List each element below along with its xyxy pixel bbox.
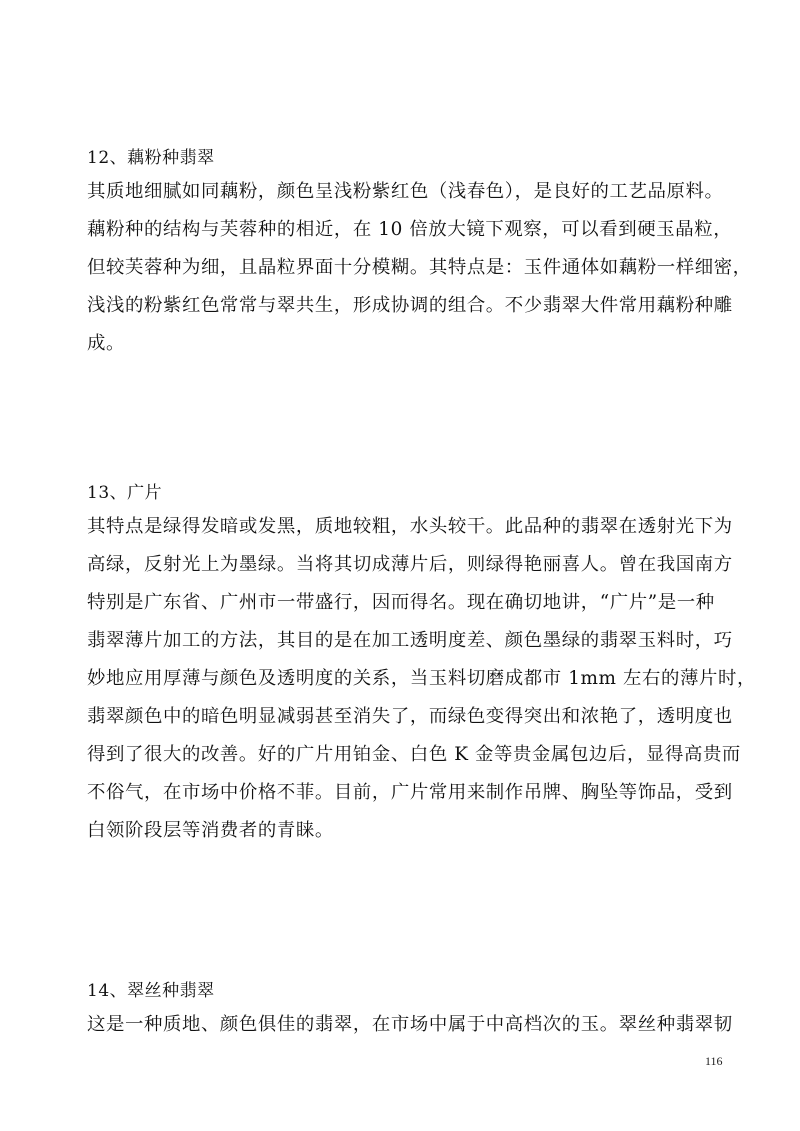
paragraph-line: 这是一种质地、颜色俱佳的翡翠，在市场中属于中高档次的玉。翠丝种翡翠韧 [87,1014,733,1035]
page-number: 116 [705,1054,723,1068]
paragraph-line: 成。 [87,333,125,354]
section-heading: 13、广片 [87,483,163,503]
paragraph-line: 但较芙蓉种为细，且晶粒界面十分模糊。其特点是：玉件通体如藕粉一样细密， [87,257,752,278]
paragraph-line: 浅浅的粉紫红色常常与翠共生，形成协调的组合。不少翡翠大件常用藕粉种雕 [87,295,733,316]
paragraph-line: 白领阶段层等消费者的青睐。 [87,820,334,841]
paragraph-line: 翡翠颜色中的暗色明显减弱甚至消失了，而绿色变得突出和浓艳了，透明度也 [87,706,733,727]
paragraph-line: 藕粉种的结构与芙蓉种的相近，在 10 倍放大镜下观察，可以看到硬玉晶粒， [87,219,733,240]
section-heading: 12、藕粉种翡翠 [87,148,215,168]
paragraph-line: 翡翠薄片加工的方法，其目的是在加工透明度差、颜色墨绿的翡翠玉料时，巧 [87,630,733,651]
section-cuisi-jade [87,979,747,1051]
paragraph-line: 其质地细腻如同藕粉，颜色呈浅粉紫红色（浅春色），是良好的工艺品原料。 [87,181,724,202]
section-guangpian [87,481,756,857]
paragraph-line: 得到了很大的改善。好的广片用铂金、白色 K 金等贵金属包边后，显得高贵而 [87,744,741,765]
paragraph-line: 特别是广东省、广州市一带盛行，因而得名。现在确切地讲，“广片”是一种 [87,592,715,613]
section-heading: 14、翠丝种翡翠 [87,981,215,1001]
paragraph-line: 高绿，反射光上为墨绿。当将其切成薄片后，则绿得艳丽喜人。曾在我国南方 [87,554,733,575]
paragraph-line: 妙地应用厚薄与颜色及透明度的关系，当玉料切磨成都市 1mm 左右的薄片时， [87,668,756,689]
paragraph-line: 不俗气，在市场中价格不菲。目前，广片常用来制作吊牌、胸坠等饰品，受到 [87,782,733,803]
paragraph-line: 其特点是绿得发暗或发黑，质地较粗，水头较干。此品种的翡翠在透射光下为 [87,516,733,537]
section-ouf-jade [87,146,752,370]
